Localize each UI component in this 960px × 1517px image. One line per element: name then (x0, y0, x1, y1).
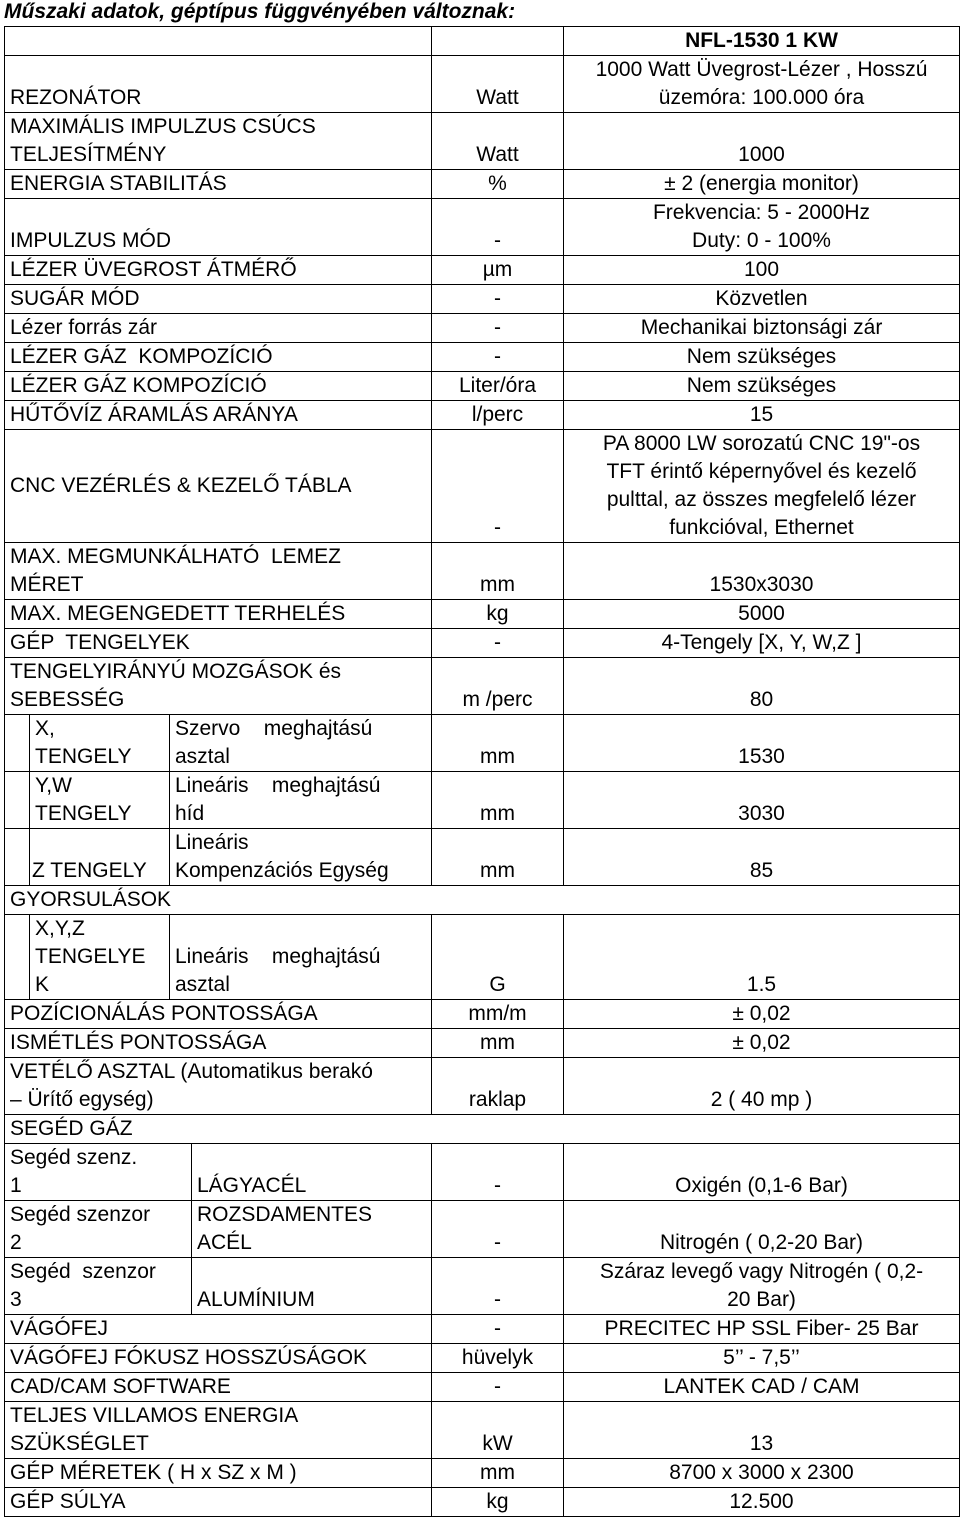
label-line: 2 (10, 1231, 22, 1254)
row-unit: raklap (432, 1058, 564, 1115)
row-label (5, 1058, 432, 1115)
label-line: Lineáris meghajtású (175, 945, 381, 968)
row-value (564, 430, 960, 543)
row-value: 13 (564, 1402, 960, 1459)
axis-label: Z TENGELY (30, 829, 170, 886)
row-unit: mm (432, 829, 564, 886)
table-row (5, 199, 960, 256)
table-row (5, 1344, 960, 1373)
label-line: Segéd szenz. (10, 1146, 138, 1169)
row-unit: mm (432, 715, 564, 772)
table-row (5, 1000, 960, 1029)
indent-cell (5, 715, 30, 772)
row-label: IMPULZUS MÓD (5, 199, 432, 256)
row-label: POZÍCIONÁLÁS PONTOSSÁGA (5, 1000, 432, 1029)
label-line: TENGELY (35, 745, 132, 768)
row-label: SUGÁR MÓD (5, 285, 432, 314)
row-unit: kW (432, 1402, 564, 1459)
table-row (5, 170, 960, 199)
row-value: 5000 (564, 600, 960, 629)
row-value: 1530 (564, 715, 960, 772)
drive-label (170, 772, 432, 829)
table-row (5, 829, 960, 886)
value-line: 20 Bar) (727, 1288, 796, 1311)
table-row (5, 915, 960, 1000)
row-unit: - (432, 1373, 564, 1402)
label-line: SZÜKSÉGLET (10, 1432, 149, 1455)
table-row (5, 1315, 960, 1344)
row-label (5, 658, 432, 715)
row-label: Lézer forrás zár (5, 314, 432, 343)
row-value: Nem szükséges (564, 343, 960, 372)
row-unit: mm (432, 1029, 564, 1058)
drive-label (170, 829, 432, 886)
row-value: 8700 x 3000 x 2300 (564, 1459, 960, 1488)
material-label (192, 1201, 432, 1258)
row-label: MAX. MEGENGEDETT TERHELÉS (5, 600, 432, 629)
header-blank-cell (5, 27, 432, 56)
table-row (5, 256, 960, 285)
table-row (5, 1373, 960, 1402)
value-line: pulttal, az összes megfelelő lézer (606, 488, 917, 511)
row-unit: mm (432, 772, 564, 829)
label-line: TENGELYE (35, 945, 146, 968)
row-label: VÁGÓFEJ (5, 1315, 432, 1344)
model-header: NFL-1530 1 KW (564, 27, 960, 56)
label-line: 3 (10, 1288, 22, 1311)
table-row (5, 1058, 960, 1115)
indent-cell (5, 829, 30, 886)
value-line: üzemóra: 100.000 óra (658, 86, 865, 109)
row-unit: Liter/óra (432, 372, 564, 401)
row-unit: - (432, 343, 564, 372)
sensor-label (5, 1201, 192, 1258)
table-row (5, 401, 960, 430)
row-unit: G (432, 915, 564, 1000)
row-unit: mm (432, 543, 564, 600)
row-unit: - (432, 1258, 564, 1315)
table-row (5, 1402, 960, 1459)
row-unit: hüvelyk (432, 1344, 564, 1373)
value-line: Száraz levegő vagy Nitrogén ( 0,2- (599, 1260, 924, 1283)
label-line: TENGELY (35, 802, 132, 825)
label-line: SEBESSÉG (10, 688, 125, 711)
table-row (5, 1459, 960, 1488)
label-line: TELJES VILLAMOS ENERGIA (10, 1404, 299, 1427)
row-value: Nem szükséges (564, 372, 960, 401)
value-line: TFT érintő képernyővel és kezelő (606, 460, 917, 483)
label-line: Segéd szenzor (10, 1260, 156, 1283)
table-row (5, 1144, 960, 1201)
label-line: Y,W (35, 774, 72, 797)
indent-cell (5, 915, 30, 1000)
row-unit: - (432, 1144, 564, 1201)
row-label: GÉP SÚLYA (5, 1488, 432, 1517)
row-value: LANTEK CAD / CAM (564, 1373, 960, 1402)
row-value: 15 (564, 401, 960, 430)
page-title: Műszaki adatok, géptípus függvényében változnak: (4, 0, 516, 23)
row-value: PRECITEC HP SSL Fiber- 25 Bar (564, 1315, 960, 1344)
value-line: 1000 Watt Üvegrost-Lézer , Hosszú (595, 58, 928, 81)
label-line: – Ürítő egység) (10, 1088, 154, 1111)
row-value: ± 2 (energia monitor) (564, 170, 960, 199)
value-line: PA 8000 LW sorozatú CNC 19"-os (602, 432, 921, 455)
row-value: 85 (564, 829, 960, 886)
indent-cell (5, 772, 30, 829)
row-label: GÉP MÉRETEK ( H x SZ x M ) (5, 1459, 432, 1488)
row-value: 1000 (564, 113, 960, 170)
table-row (5, 658, 960, 715)
table-row (5, 56, 960, 113)
row-unit: Watt (432, 56, 564, 113)
table-row (5, 629, 960, 658)
row-label: GÉP TENGELYEK (5, 629, 432, 658)
row-label: HŰTŐVÍZ ÁRAMLÁS ARÁNYA (5, 401, 432, 430)
row-value: ± 0,02 (564, 1029, 960, 1058)
label-line: 1 (10, 1174, 22, 1197)
material-label: LÁGYACÉL (192, 1144, 432, 1201)
row-unit: kg (432, 600, 564, 629)
table-row (5, 543, 960, 600)
table-row (5, 314, 960, 343)
row-label (5, 113, 432, 170)
label-line: MAX. MEGMUNKÁLHATÓ LEMEZ (10, 545, 341, 568)
row-unit: - (432, 1201, 564, 1258)
table-row (5, 1029, 960, 1058)
label-line: TENGELYIRÁNYÚ MOZGÁSOK és (10, 660, 342, 683)
row-value: Nitrogén ( 0,2-20 Bar) (564, 1201, 960, 1258)
value-line: Duty: 0 - 100% (692, 229, 831, 252)
row-value: 4-Tengely [X, Y, W,Z ] (564, 629, 960, 658)
axis-label (30, 715, 170, 772)
row-label: VÁGÓFEJ FÓKUSZ HOSSZÚSÁGOK (5, 1344, 432, 1373)
material-label: ALUMÍNIUM (192, 1258, 432, 1315)
label-line: asztal (175, 745, 230, 768)
row-label: LÉZER GÁZ KOMPOZÍCIÓ (5, 372, 432, 401)
specs-table (4, 26, 960, 1517)
label-line: MÉRET (10, 573, 84, 596)
row-unit: - (432, 285, 564, 314)
label-line: TELJESÍTMÉNY (10, 143, 167, 166)
label-line: VETÉLŐ ASZTAL (Automatikus berakó (10, 1060, 373, 1083)
label-line: asztal (175, 973, 230, 996)
row-unit: mm/m (432, 1000, 564, 1029)
section-row (5, 1115, 960, 1144)
row-unit: - (432, 199, 564, 256)
row-label: ENERGIA STABILITÁS (5, 170, 432, 199)
row-unit: l/perc (432, 401, 564, 430)
label-line: Lineáris meghajtású (175, 774, 381, 797)
row-value: 80 (564, 658, 960, 715)
row-unit: m /perc (432, 658, 564, 715)
row-label (5, 543, 432, 600)
value-line: funkcióval, Ethernet (669, 516, 854, 539)
row-label: REZONÁTOR (5, 56, 432, 113)
table-row (5, 430, 960, 543)
row-value: 5’’ - 7,5’’ (564, 1344, 960, 1373)
label-line: X, (35, 717, 55, 740)
label-line: híd (175, 802, 205, 825)
row-value: 1530x3030 (564, 543, 960, 600)
sensor-label (5, 1258, 192, 1315)
table-row (5, 600, 960, 629)
sensor-label (5, 1144, 192, 1201)
table-row (5, 715, 960, 772)
table-header-row (5, 27, 960, 56)
row-unit: % (432, 170, 564, 199)
row-label: LÉZER GÁZ KOMPOZÍCIÓ (5, 343, 432, 372)
row-label: CAD/CAM SOFTWARE (5, 1373, 432, 1402)
label-line: Szervo meghajtású (175, 717, 373, 740)
table-row (5, 1258, 960, 1315)
row-unit: - (432, 430, 564, 543)
drive-label (170, 915, 432, 1000)
row-unit: - (432, 1315, 564, 1344)
row-value (564, 199, 960, 256)
row-value (564, 1258, 960, 1315)
row-label: CNC VEZÉRLÉS & KEZELŐ TÁBLA (5, 430, 432, 543)
header-unit-cell (432, 27, 564, 56)
row-label: LÉZER ÜVEGROST ÁTMÉRŐ (5, 256, 432, 285)
row-value: Közvetlen (564, 285, 960, 314)
label-line: X,Y,Z (35, 917, 85, 940)
row-unit: kg (432, 1488, 564, 1517)
row-value: 12.500 (564, 1488, 960, 1517)
row-value: Oxigén (0,1-6 Bar) (564, 1144, 960, 1201)
row-value: ± 0,02 (564, 1000, 960, 1029)
axis-label (30, 772, 170, 829)
row-unit: - (432, 629, 564, 658)
section-label: SEGÉD GÁZ (5, 1115, 960, 1144)
row-unit: Watt (432, 113, 564, 170)
drive-label (170, 715, 432, 772)
row-value: Mechanikai biztonsági zár (564, 314, 960, 343)
section-row (5, 886, 960, 915)
table-row (5, 1201, 960, 1258)
table-row (5, 113, 960, 170)
table-row (5, 343, 960, 372)
row-label: ISMÉTLÉS PONTOSSÁGA (5, 1029, 432, 1058)
label-line: Lineáris (175, 831, 249, 854)
table-row (5, 285, 960, 314)
label-line: ROZSDAMENTES (197, 1203, 373, 1226)
table-row (5, 1488, 960, 1517)
label-line: Segéd szenzor (10, 1203, 151, 1226)
row-label (5, 1402, 432, 1459)
row-value: 100 (564, 256, 960, 285)
label-line: Kompenzációs Egység (175, 859, 389, 882)
row-unit: - (432, 314, 564, 343)
label-line: ACÉL (197, 1231, 252, 1254)
label-line: MAXIMÁLIS IMPULZUS CSÚCS (10, 115, 316, 138)
row-value: 2 ( 40 mp ) (564, 1058, 960, 1115)
table-row (5, 772, 960, 829)
row-value: 1.5 (564, 915, 960, 1000)
row-value (564, 56, 960, 113)
axis-label (30, 915, 170, 1000)
label-line: K (35, 973, 50, 996)
section-label: GYORSULÁSOK (5, 886, 960, 915)
value-line: Frekvencia: 5 - 2000Hz (652, 201, 871, 224)
table-row (5, 372, 960, 401)
row-unit: mm (432, 1459, 564, 1488)
row-value: 3030 (564, 772, 960, 829)
row-unit: µm (432, 256, 564, 285)
